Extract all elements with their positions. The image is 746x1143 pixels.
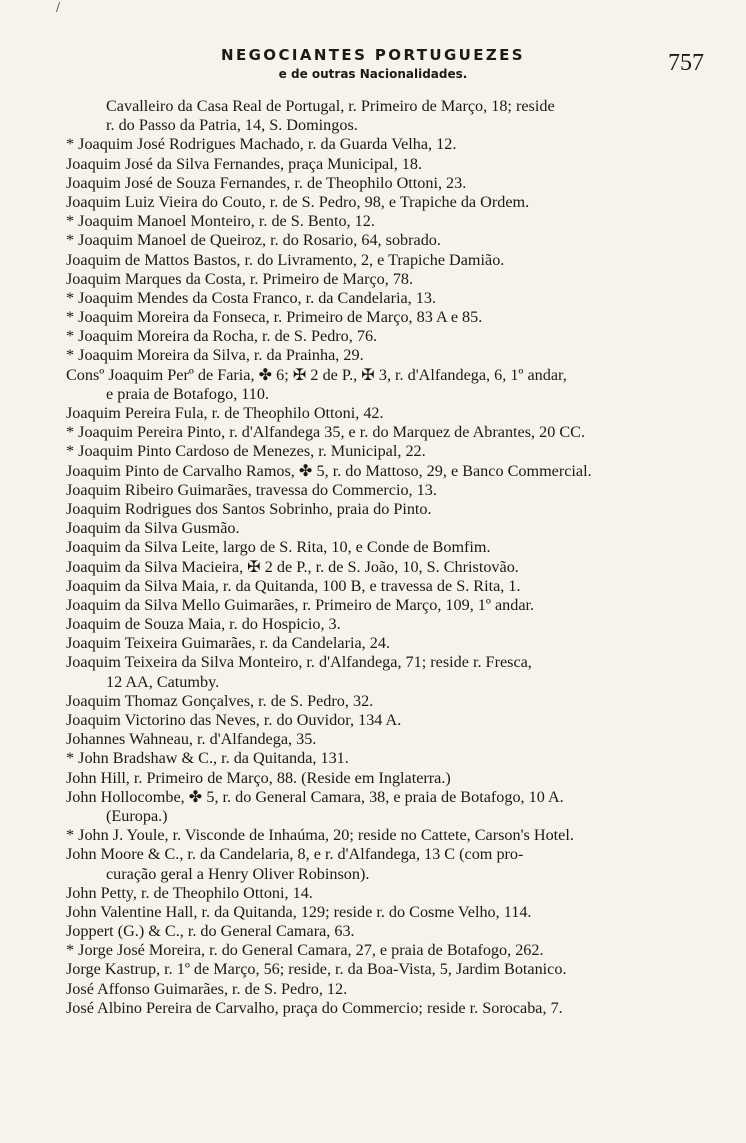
- directory-line: * Joaquim Pinto Cardoso de Menezes, r. Municipal, 22.: [66, 442, 426, 461]
- directory-entries: [66, 97, 702, 1018]
- directory-line: * Joaquim Manoel de Queiroz, r. do Rosario, 64, sobrado.: [66, 231, 441, 250]
- directory-line: * John J. Youle, r. Visconde de Inhaúma, 20; reside no Cattete, Carson's Hotel.: [66, 826, 574, 845]
- directory-line: Joaquim Ribeiro Guimarães, travessa do Commercio, 13.: [66, 480, 437, 499]
- directory-line: Joaquim Marques da Costa, r. Primeiro de Março, 78.: [66, 269, 414, 288]
- page-subtitle: e de outras Nacionalidades.: [278, 67, 468, 81]
- directory-line: Joaquim da Silva Leite, largo de S. Rita, 10, e Conde de Bomfim.: [66, 538, 491, 557]
- directory-line: Joaquim de Souza Maia, r. do Hospicio, 3.: [66, 615, 341, 634]
- directory-line: John Petty, r. de Theophilo Ottoni, 14.: [66, 883, 313, 902]
- directory-line: Joaquim Pereira Fula, r. de Theophilo Ottoni, 42.: [66, 404, 384, 422]
- directory-line: Joaquim da Silva Mello Guimarães, r. Primeiro de Março, 109, 1º andar.: [66, 595, 535, 614]
- directory-line: Joaquim Luiz Vieira do Couto, r. de S. Pedro, 98, e Trapiche da Ordem.: [66, 192, 530, 211]
- directory-line: Joaquim Teixeira da Silva Monteiro, r. d'Alfandega, 71; reside r. Fresca,: [66, 653, 532, 672]
- directory-line: e praia de Botafogo, 110.: [106, 384, 270, 403]
- directory-line: John Hill, r. Primeiro de Março, 88. (Reside em Inglaterra.): [66, 768, 451, 787]
- page-header: [0, 46, 746, 86]
- page-title: NEGOCIANTES PORTUGUEZES: [220, 46, 526, 64]
- directory-line: Cavalleiro da Casa Real de Portugal, r. Primeiro de Março, 18; reside: [106, 97, 555, 115]
- directory-line: * Joaquim Mendes da Costa Franco, r. da Candelaria, 13.: [66, 288, 436, 307]
- directory-line: curação geral a Henry Oliver Robinson).: [106, 864, 370, 883]
- directory-line: 12 AA, Catumby.: [106, 672, 220, 691]
- directory-line: Joaquim Pinto de Carvalho Ramos, ✤ 5, r. do Mattoso, 29, e Banco Commercial.: [66, 461, 592, 480]
- directory-line: Joaquim da Silva Macieira, ✠ 2 de P., r. de S. João, 10, S. Christovão.: [66, 557, 519, 576]
- directory-line: Joaquim da Silva Gusmão.: [66, 519, 240, 538]
- directory-line: John Valentine Hall, r. da Quitanda, 129; reside r. do Cosme Velho, 114.: [66, 902, 532, 921]
- directory-line: * Joaquim Pereira Pinto, r. d'Alfandega 35, e r. do Marquez de Abrantes, 20 CC.: [66, 423, 586, 442]
- directory-line: John Hollocombe, ✤ 5, r. do General Camara, 38, e praia de Botafogo, 10 A.: [66, 787, 564, 806]
- directory-line: (Europa.): [106, 806, 168, 825]
- directory-line: Jorge Kastrup, r. 1º de Março, 56; reside, r. da Boa-Vista, 5, Jardim Botanico.: [66, 960, 567, 979]
- directory-line: * Joaquim Manoel Monteiro, r. de S. Bento, 12.: [66, 212, 375, 231]
- directory-line: Joaquim de Mattos Bastos, r. do Livramento, 2, e Trapiche Damião.: [66, 250, 505, 269]
- directory-line: * Joaquim Moreira da Fonseca, r. Primeiro de Março, 83 A e 85.: [66, 308, 483, 327]
- directory-line: Joaquim Victorino das Neves, r. do Ouvidor, 134 A.: [66, 711, 402, 729]
- directory-line: Joaquim Thomaz Gonçalves, r. de S. Pedro, 32.: [66, 691, 374, 710]
- directory-line: r. do Passo da Patria, 14, S. Domingos.: [106, 116, 358, 135]
- directory-line: José Albino Pereira de Carvalho, praça do Commercio; reside r. Sorocaba, 7.: [66, 998, 563, 1017]
- directory-line: Joaquim José de Souza Fernandes, r. de Theophilo Ottoni, 23.: [66, 173, 467, 192]
- directory-line: Joppert (G.) & C., r. do General Camara, 63.: [66, 922, 355, 941]
- directory-line: * Jorge José Moreira, r. do General Camara, 27, e praia de Botafogo, 262.: [66, 941, 544, 960]
- directory-line: * John Bradshaw & C., r. da Quitanda, 131.: [66, 749, 349, 768]
- directory-line: * Joaquim Moreira da Silva, r. da Prainha, 29.: [66, 346, 364, 365]
- page-number: 757: [668, 50, 704, 76]
- directory-line: John Moore & C., r. da Candelaria, 8, e r. d'Alfandega, 13 C (com pro-: [66, 845, 524, 864]
- directory-line: Joaquim José da Silva Fernandes, praça Municipal, 18.: [66, 154, 423, 173]
- margin-mark: /: [56, 0, 61, 14]
- directory-line: José Affonso Guimarães, r. de S. Pedro, 12.: [66, 979, 348, 998]
- directory-line: * Joaquim Moreira da Rocha, r. de S. Pedro, 76.: [66, 327, 378, 346]
- directory-line: Johannes Wahneau, r. d'Alfandega, 35.: [66, 730, 317, 749]
- directory-line: Joaquim da Silva Maia, r. da Quitanda, 100 B, e travessa de S. Rita, 1.: [66, 576, 521, 595]
- directory-line: * Joaquim José Rodrigues Machado, r. da Guarda Velha, 12.: [66, 135, 457, 154]
- directory-line: Joaquim Rodrigues dos Santos Sobrinho, praia do Pinto.: [66, 499, 432, 518]
- directory-line: Joaquim Teixeira Guimarães, r. da Candelaria, 24.: [66, 634, 391, 653]
- directory-line: Consº Joaquim Perº de Faria, ✤ 6; ✠ 2 de P., ✠ 3, r. d'Alfandega, 6, 1º andar,: [66, 365, 567, 384]
